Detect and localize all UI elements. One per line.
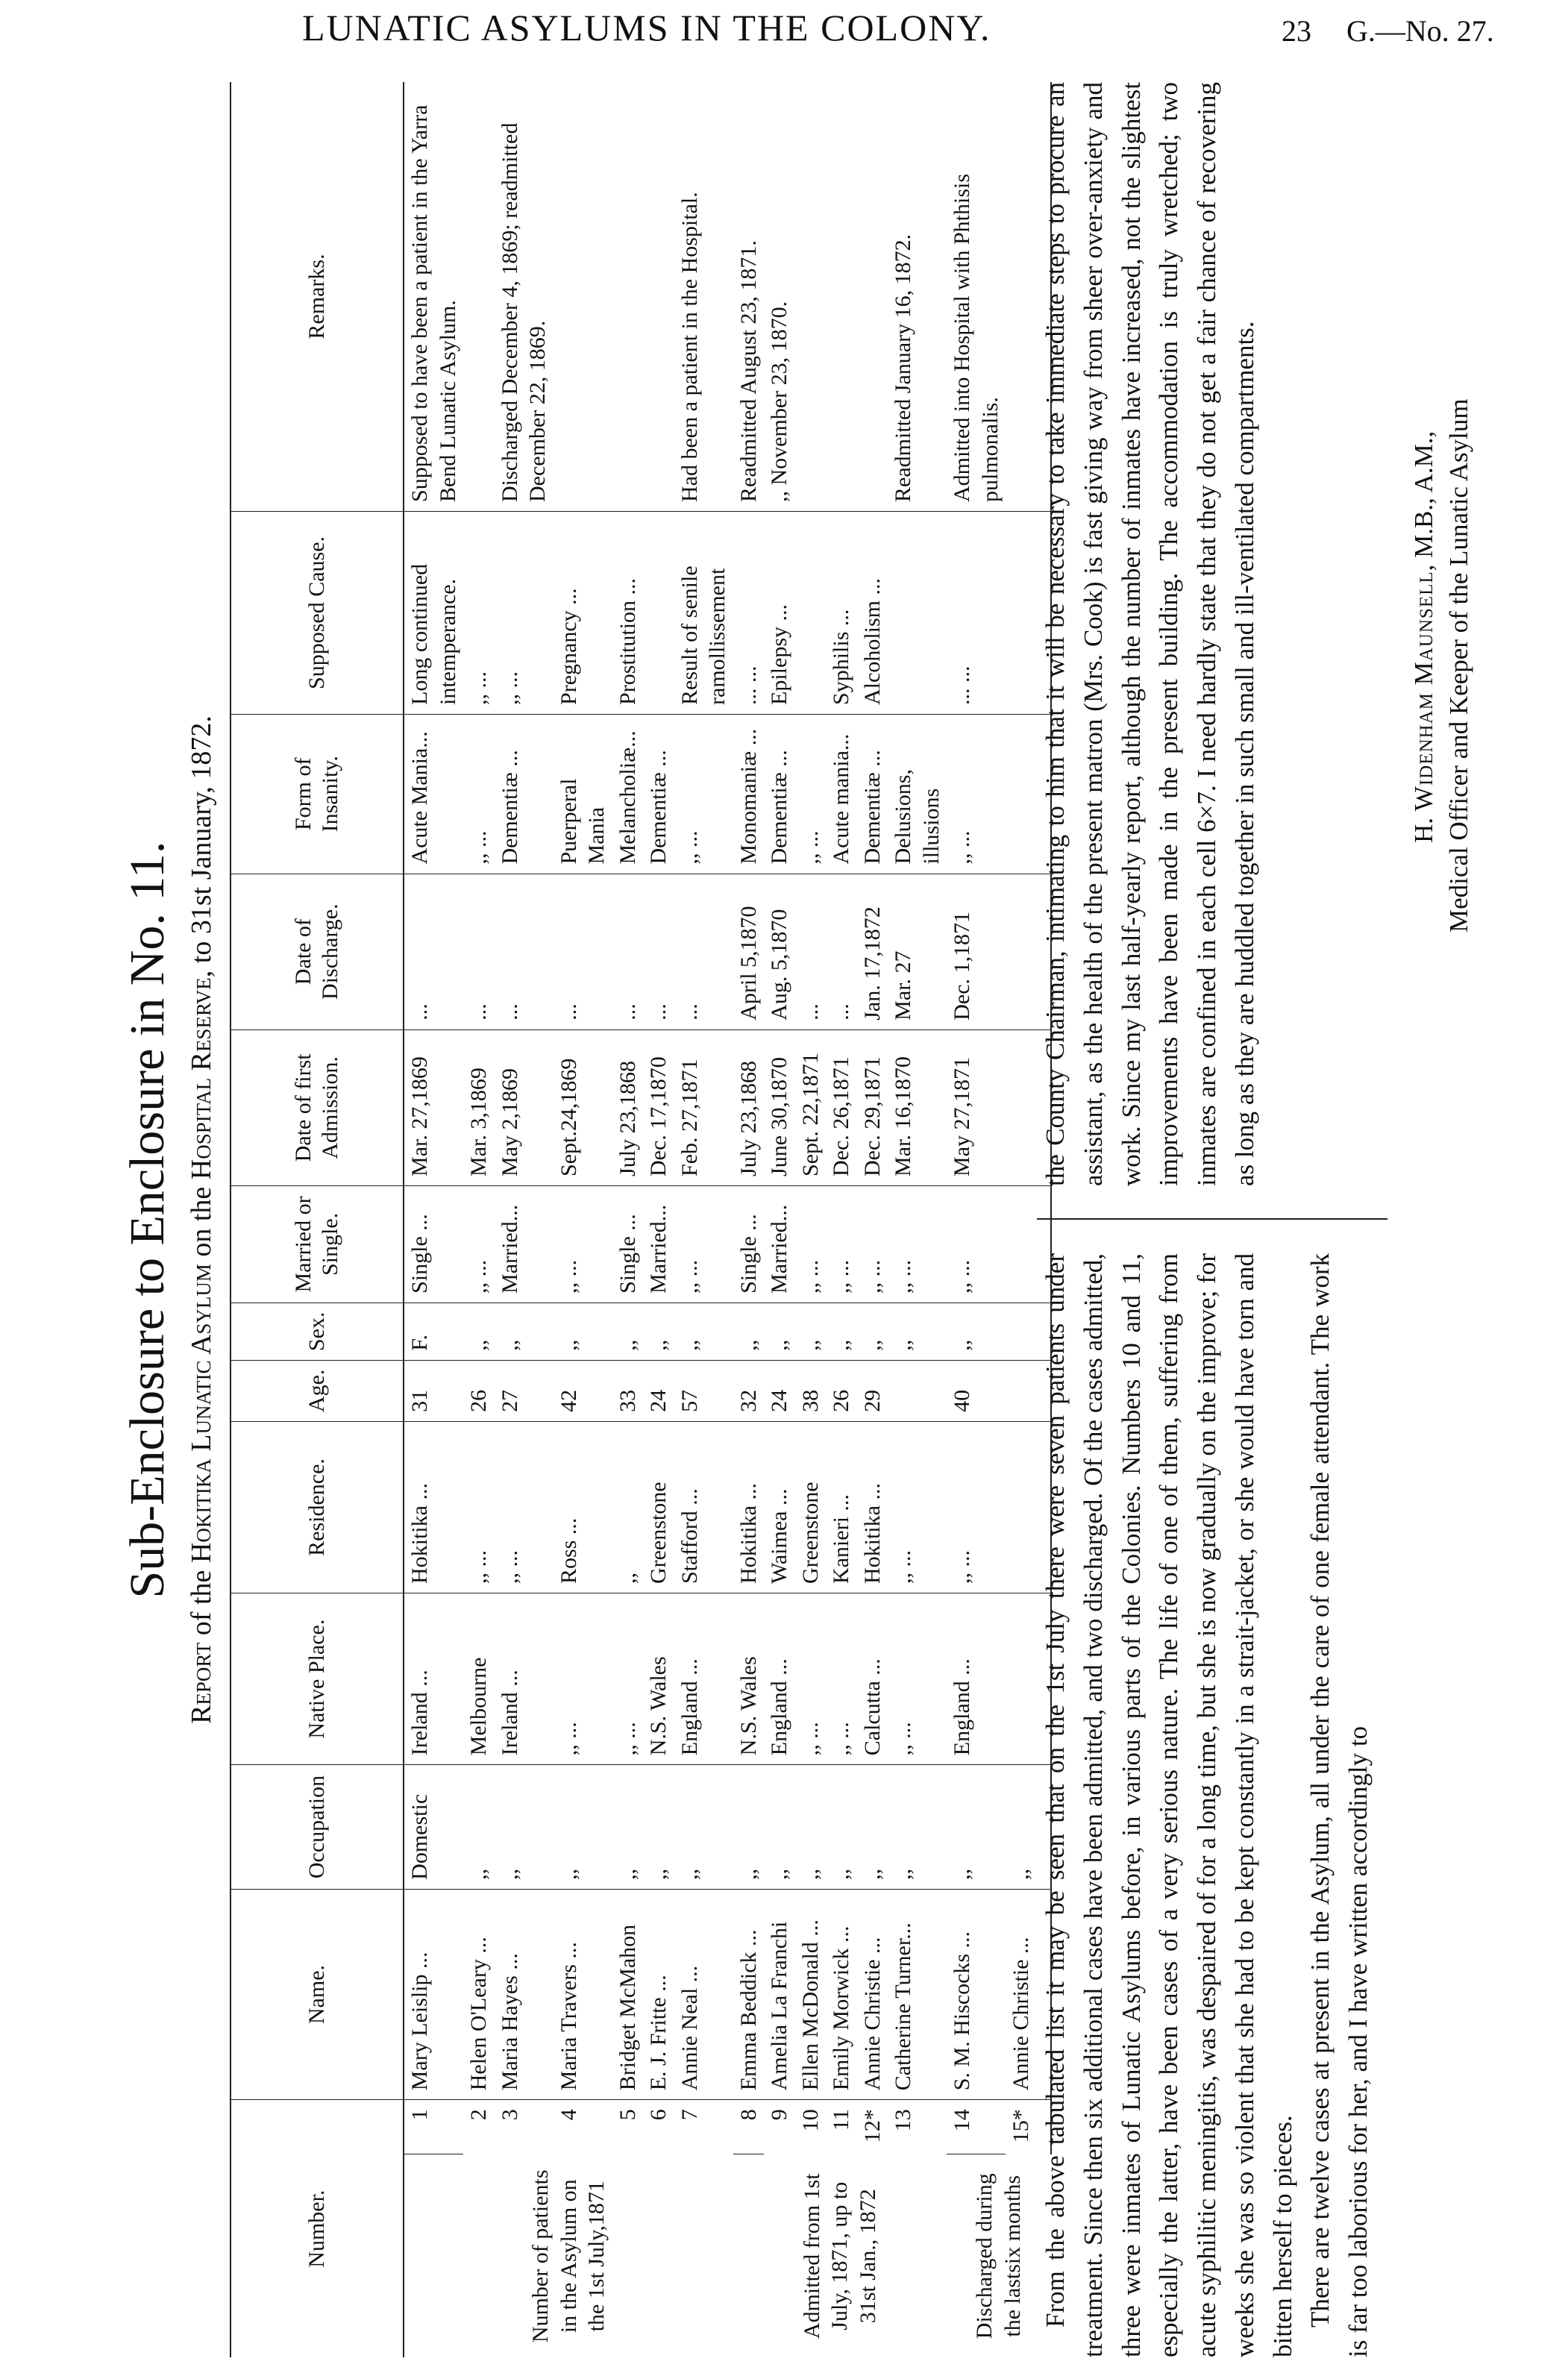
supposed-cause: ... ... — [733, 511, 765, 714]
table-row — [733, 82, 765, 2357]
table-row — [643, 82, 674, 2357]
marital-status: ,, ... — [553, 1185, 612, 1303]
occupation: ,, — [643, 1765, 674, 1890]
supposed-cause — [888, 511, 947, 714]
occupation: Domestic — [404, 1765, 463, 1890]
sex: ,, — [643, 1303, 674, 1360]
col-header-number: Number. — [231, 2100, 404, 2357]
discharge-date: Aug. 5,1870 — [764, 874, 795, 1029]
admission-date: Mar. 27,1869 — [404, 1029, 463, 1185]
occupation: ,, — [764, 1765, 795, 1890]
residence: Hokitika ... — [404, 1421, 463, 1593]
remarks: Admitted into Hospital with Phthisis pulmonalis. — [947, 82, 1006, 511]
table-row — [612, 82, 644, 2357]
sex: ,, — [764, 1303, 795, 1360]
marital-status: ,, ... — [947, 1185, 1006, 1303]
col-header-sex: Sex. — [231, 1303, 404, 1360]
table-row — [795, 82, 827, 2357]
col-header-occupation: Occupation — [231, 1765, 404, 1890]
row-number: 5 — [615, 2109, 640, 2121]
occupation: ,, — [495, 1765, 553, 1890]
table-row — [674, 82, 733, 2357]
occupation: ,, — [674, 1765, 733, 1890]
admission-date: May 2,1869 — [495, 1029, 553, 1185]
discharge-date: ... — [612, 874, 644, 1029]
sex: ,, — [888, 1303, 947, 1360]
native-place: N.S. Wales — [733, 1593, 765, 1765]
table-body — [404, 82, 1051, 2357]
insanity-form: Monomaniæ ... — [733, 714, 765, 874]
patient-name: Annie Neal ... — [674, 1889, 733, 2099]
occupation: ,, — [463, 1765, 495, 1890]
subtitle-reserve: Hospital Reserve — [186, 977, 217, 1180]
residence: Kanieri ... — [826, 1421, 857, 1593]
marital-status: Single ... — [612, 1185, 644, 1303]
occupation: ,, — [553, 1765, 612, 1890]
patient-name: Annie Christie ... — [857, 1889, 888, 2099]
row-number: 13 — [891, 2109, 915, 2132]
occupation: ,, — [1006, 1765, 1051, 1890]
discharge-date: ... — [643, 874, 674, 1029]
residence: Hokitika ... — [857, 1421, 888, 1593]
age: 42 — [553, 1360, 612, 1421]
admission-date: Mar. 16,1870 — [888, 1029, 947, 1185]
row-number: 12* — [859, 2109, 885, 2143]
supposed-cause: Alcoholism ... — [857, 511, 888, 714]
native-place: Melbourne — [463, 1593, 495, 1765]
admission-date: Dec. 29,1871 — [857, 1029, 888, 1185]
remarks: ,, November 23, 1870. — [764, 82, 795, 511]
admission-date: Feb. 27,1871 — [674, 1029, 733, 1185]
sex: ,, — [826, 1303, 857, 1360]
marital-status: ,, ... — [674, 1185, 733, 1303]
table-row — [463, 82, 495, 2357]
column-divider — [1037, 1218, 1387, 1220]
remarks — [463, 82, 495, 511]
native-place: England ... — [674, 1593, 733, 1765]
marital-status: Married... — [643, 1185, 674, 1303]
native-place: ,, ... — [826, 1593, 857, 1765]
supposed-cause: Long continued intemperance. — [404, 511, 463, 714]
age: 24 — [643, 1360, 674, 1421]
sex: ,, — [733, 1303, 765, 1360]
occupation: ,, — [857, 1765, 888, 1890]
patient-name: Helen O'Leary ... — [463, 1889, 495, 2099]
age: 38 — [795, 1360, 827, 1421]
subtitle-tail: , to 31st January, 1872. — [186, 715, 217, 978]
native-place: ,, ... — [553, 1593, 612, 1765]
occupation: ,, — [795, 1765, 827, 1890]
signatory-name — [1406, 82, 1441, 843]
col-header-residence: Residence. — [231, 1421, 404, 1593]
age: 27 — [495, 1360, 553, 1421]
sex: ,, — [463, 1303, 495, 1360]
row-group-label: Number of patients in the Asylum on the 1st July,1871 — [528, 2169, 609, 2343]
age: 33 — [612, 1360, 644, 1421]
paragraph-1: From the above tabulated list it may be seen that on the 1st July there were seven patients under treatment. Since then six additional cases have been admitted, and two discharged. Of the cases admitted, three were inmates of Lunatic Asylums before, in various parts of the Colonies. Numbers 10 and 11, especially the latter, have been cases of a very serious nature. The life of one of them, suffering from acute syphilitic meningitis, was despaired of for a long time, but she is now gradually on the improve; for weeks she was so violent that she had to be kept constantly in a strait-jacket, or she would have torn and bitten herself to pieces. — [1041, 1253, 1297, 2357]
occupation: ,, — [612, 1765, 644, 1890]
col-header-age: Age. — [231, 1360, 404, 1421]
discharge-date: ... — [495, 874, 553, 1029]
supposed-cause: Result of senile ramollissement — [674, 511, 733, 714]
col-header-married: Married or Single. — [231, 1185, 404, 1303]
remarks — [857, 82, 888, 511]
col-header-native-place: Native Place. — [231, 1593, 404, 1765]
paper-reference: G.—No. 27. — [1346, 14, 1494, 48]
running-title: LUNATIC ASYLUMS IN THE COLONY. — [302, 7, 991, 48]
age: 31 — [404, 1360, 463, 1421]
supposed-cause: Epilepsy ... — [764, 511, 795, 714]
table-row — [826, 82, 857, 2357]
subtitle-report-word: Report — [186, 1642, 217, 1724]
age: 26 — [826, 1360, 857, 1421]
admission-date: Mar. 3,1869 — [463, 1029, 495, 1185]
admission-date: July 23,1868 — [733, 1029, 765, 1185]
marital-status: ,, ... — [463, 1185, 495, 1303]
insanity-form: Dementiæ ... — [643, 714, 674, 874]
discharge-date: April 5,1870 — [733, 874, 765, 1029]
insanity-form: ,, ... — [947, 714, 1006, 874]
age: 29 — [857, 1360, 888, 1421]
native-place: ,, ... — [612, 1593, 644, 1765]
report-subtitle — [185, 82, 218, 2357]
remarks — [612, 82, 644, 511]
residence: Hokitika ... — [733, 1421, 765, 1593]
signatory-surname: Widenham Maunsell — [1409, 571, 1438, 812]
remarks — [553, 82, 612, 511]
residence: ,, ... — [495, 1421, 553, 1593]
residence: Greenstone — [795, 1421, 827, 1593]
signatory-role: Medical Officer and Keeper of the Lunatic Asylum — [1444, 398, 1474, 933]
admission-date: May 27,1871 — [947, 1029, 1006, 1185]
residence: Waimea ... — [764, 1421, 795, 1593]
supposed-cause: Pregnancy ... — [553, 511, 612, 714]
row-number: 8 — [733, 2100, 765, 2154]
supposed-cause — [643, 511, 674, 714]
patient-name: Bridget McMahon — [612, 1889, 644, 2099]
age: 57 — [674, 1360, 733, 1421]
discharge-date: Jan. 17,1872 — [857, 874, 888, 1029]
patient-name: Emily Morwick ... — [826, 1889, 857, 2099]
insanity-form: Puerperal Mania — [553, 714, 612, 874]
insanity-form: Acute mania... — [826, 714, 857, 874]
patient-name: Ellen McDonald ... — [795, 1889, 827, 2099]
supposed-cause: ,, ... — [463, 511, 495, 714]
discharge-date: ... — [463, 874, 495, 1029]
native-place: N.S. Wales — [643, 1593, 674, 1765]
table-row — [495, 82, 553, 2357]
discharge-date: ... — [553, 874, 612, 1029]
patient-name: Maria Hayes ... — [495, 1889, 553, 2099]
table-row — [553, 82, 612, 2357]
table-row — [888, 82, 947, 2357]
native-place: Calcutta ... — [857, 1593, 888, 1765]
insanity-form: Dementiæ ... — [764, 714, 795, 874]
remarks — [643, 82, 674, 511]
discharge-date: ... — [404, 874, 463, 1029]
discharge-date: Dec. 1,1871 — [947, 874, 1006, 1029]
admission-date: Sept. 22,1871 — [795, 1029, 827, 1185]
native-place: Ireland ... — [404, 1593, 463, 1765]
sex: F. — [404, 1303, 463, 1360]
supposed-cause: ,, ... — [495, 511, 553, 714]
insanity-form: Acute Mania... — [404, 714, 463, 874]
supposed-cause — [795, 511, 827, 714]
patient-name: S. M. Hiscocks ... — [947, 1889, 1006, 2099]
col-header-discharge: Date of Discharge. — [231, 874, 404, 1029]
row-number: 7 — [677, 2109, 702, 2121]
remarks: Had been a patient in the Hospital. — [674, 82, 733, 511]
age: 40 — [947, 1360, 1006, 1421]
admission-date: Dec. 17,1870 — [643, 1029, 674, 1185]
patient-name: E. J. Fritte ... — [643, 1889, 674, 2099]
row-number: 15* — [1006, 2100, 1051, 2154]
discharge-date: ... — [674, 874, 733, 1029]
insanity-form: Melancholiæ... — [612, 714, 644, 874]
marital-status: Married... — [764, 1185, 795, 1303]
signatory-suffix: , M.B., A.M., — [1409, 430, 1438, 571]
remarks: Supposed to have been a patient in the Yarra Bend Lunatic Asylum. — [404, 82, 463, 511]
patient-name: Amelia La Franchi — [764, 1889, 795, 2099]
discharge-date: Mar. 27 — [888, 874, 947, 1029]
sex: ,, — [674, 1303, 733, 1360]
patient-name: Annie Christie ... — [1006, 1889, 1051, 2099]
col-header-admission: Date of first Admission. — [231, 1029, 404, 1185]
document-title: Sub-Enclosure to Enclosure in No. 11. — [120, 841, 175, 1599]
row-number: 2 — [466, 2109, 491, 2121]
residence: Greenstone — [643, 1421, 674, 1593]
col-header-cause: Supposed Cause. — [231, 511, 404, 714]
occupation: ,, — [888, 1765, 947, 1890]
table-row — [947, 82, 1006, 2357]
discharge-date: ... — [795, 874, 827, 1029]
patient-name: Emma Beddick ... — [733, 1889, 765, 2099]
patient-name: Catherine Turner... — [888, 1889, 947, 2099]
age: 26 — [463, 1360, 495, 1421]
paragraph-2: There are twelve cases at present in the Asylum, all under the care of one female attendant. The work is far too laborious for her, and I have written accordingly to — [1305, 1253, 1373, 2357]
table-row — [764, 82, 795, 2357]
occupation: ,, — [826, 1765, 857, 1890]
marital-status: ,, ... — [795, 1185, 827, 1303]
text-column-left — [1037, 1253, 1378, 2357]
marital-status: Married... — [495, 1185, 553, 1303]
insanity-form: Delusions, illusions — [888, 714, 947, 874]
remarks — [826, 82, 857, 511]
age: 32 — [733, 1360, 765, 1421]
patient-name: Maria Travers ... — [553, 1889, 612, 2099]
marital-status: Single ... — [733, 1185, 765, 1303]
admission-date: Dec. 26,1871 — [826, 1029, 857, 1185]
age — [888, 1360, 947, 1421]
rotated-page-body — [104, 82, 1537, 2357]
sex: ,, — [795, 1303, 827, 1360]
occupation: ,, — [947, 1765, 1006, 1890]
marital-status: ,, ... — [826, 1185, 857, 1303]
remarks — [795, 82, 827, 511]
subtitle-mid2: on the — [186, 1179, 217, 1264]
patient-name: Mary Leislip ... — [404, 1889, 463, 2099]
residence: Ross ... — [553, 1421, 612, 1593]
signature-block — [1406, 82, 1477, 1186]
discharge-date: ... — [826, 874, 857, 1029]
residence: ,, ... — [888, 1421, 947, 1593]
insanity-form: ,, ... — [795, 714, 827, 874]
page-header — [0, 0, 1568, 82]
admission-date: July 23,1868 — [612, 1029, 644, 1185]
admission-date: June 30,1870 — [764, 1029, 795, 1185]
insanity-form: Dementiæ ... — [857, 714, 888, 874]
residence: ,, ... — [463, 1421, 495, 1593]
marital-status: Single ... — [404, 1185, 463, 1303]
supposed-cause: ... ... — [947, 511, 1006, 714]
table-header-row — [231, 82, 404, 2357]
page-number: 23 — [1282, 14, 1311, 48]
table-row — [404, 82, 463, 2357]
native-place: ,, ... — [888, 1593, 947, 1765]
residence: ,, — [612, 1421, 644, 1593]
row-number: 11 — [829, 2109, 853, 2131]
row-number: 10 — [797, 2109, 823, 2132]
sex: ,, — [612, 1303, 644, 1360]
row-group-label: Discharged during the lastsix months — [972, 2173, 1025, 2339]
row-number: 3 — [497, 2109, 522, 2121]
sex: ,, — [947, 1303, 1006, 1360]
col-header-form: Form of Insanity. — [231, 714, 404, 874]
native-place: England ... — [947, 1593, 1006, 1765]
native-place: ,, ... — [795, 1593, 827, 1765]
occupation: ,, — [733, 1765, 765, 1890]
signatory-prefix: H. — [1409, 811, 1438, 843]
row-number: 1 — [404, 2100, 463, 2154]
insanity-form: ,, ... — [674, 714, 733, 874]
patients-table — [230, 82, 1052, 2357]
residence: Stafford ... — [674, 1421, 733, 1593]
marital-status: ,, ... — [857, 1185, 888, 1303]
paragraph-2-continued: the County Chairman, intimating to him that it will be necessary to take immediate steps to procure an assistant, as the health of the present matron (Mrs. Cook) is fast giving way from sheer over-anxiety and work. Since my last half-yearly report, although the number of inmates have increased, not the slightest improvements have been made in the present building. The accommodation is truly wretched; two inmates are confined in each cell 6×7. I need hardly state that they do not get a fair chance of recovering as long as they are huddled together in such small and ill-ventilated compartments. — [1041, 82, 1259, 1186]
native-place: England ... — [764, 1593, 795, 1765]
remarks: Readmitted August 23, 1871. — [733, 82, 765, 511]
supposed-cause: Prostitution ... — [612, 511, 644, 714]
insanity-form: Dementiæ ... — [495, 714, 553, 874]
remarks: Readmitted January 16, 1872. — [888, 82, 947, 511]
col-header-remarks: Remarks. — [231, 82, 404, 511]
row-group-label: Admitted from 1st July, 1871, up to 31st Jan., 1872 — [799, 2173, 880, 2339]
col-header-name: Name. — [231, 1889, 404, 2099]
sex: ,, — [553, 1303, 612, 1360]
subtitle-mid1: of the — [186, 1563, 217, 1643]
row-number: 14 — [947, 2100, 1006, 2154]
age: 24 — [764, 1360, 795, 1421]
remarks: Discharged December 4, 1869; readmitted December 22, 1869. — [495, 82, 553, 511]
admission-date: Sept.24,1869 — [553, 1029, 612, 1185]
sex: ,, — [857, 1303, 888, 1360]
text-column-right — [1037, 82, 1264, 1186]
row-number: 9 — [767, 2109, 791, 2121]
native-place: Ireland ... — [495, 1593, 553, 1765]
residence: ,, ... — [947, 1421, 1006, 1593]
supposed-cause: Syphilis ... — [826, 511, 857, 714]
subtitle-asylum: Hokitika Lunatic Asylum — [186, 1264, 217, 1564]
row-number: 4 — [556, 2109, 581, 2121]
sex: ,, — [495, 1303, 553, 1360]
insanity-form: ,, ... — [463, 714, 495, 874]
table-row — [857, 82, 888, 2357]
marital-status: ,, ... — [888, 1185, 947, 1303]
row-number: 6 — [646, 2109, 671, 2121]
